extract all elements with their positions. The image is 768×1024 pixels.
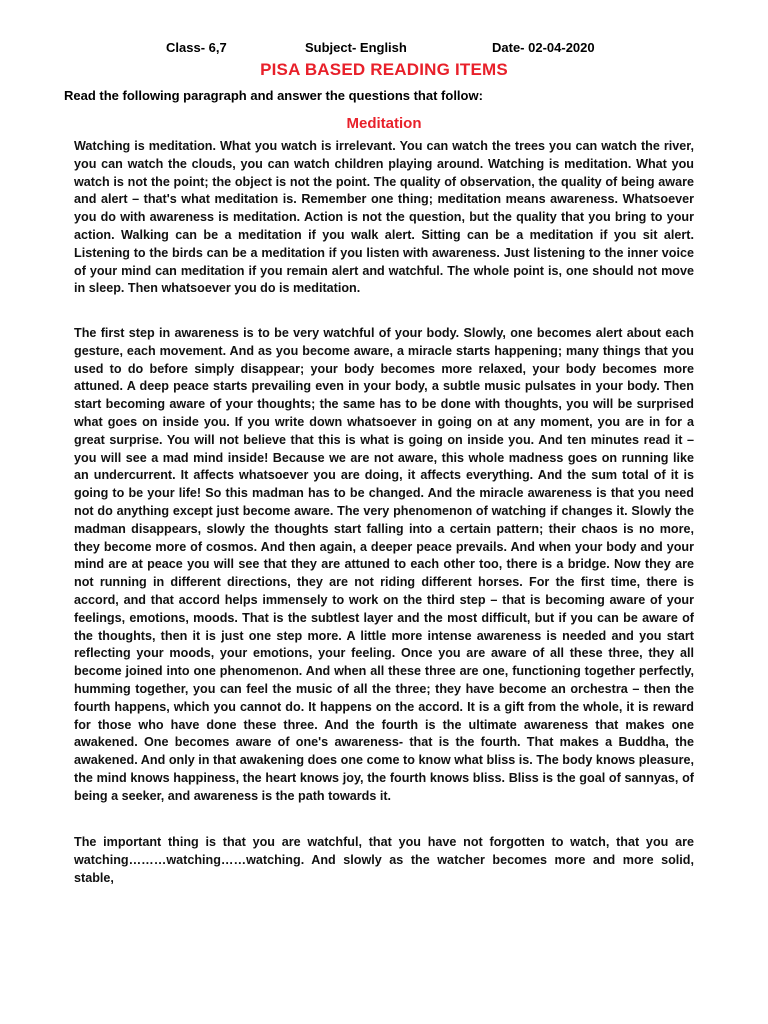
- date-label: Date- 02-04-2020: [492, 40, 595, 55]
- class-label: Class- 6,7: [166, 40, 227, 55]
- paragraph-2: The first step in awareness is to be very watchful of your body. Slowly, one becomes alert about each gesture, each movement. And as you become aware, a miracle starts happening; many things that you used to do before simply disappear; your body becomes more relaxed, your body becomes more attuned. A deep peace starts prevailing even in your body, a subtle music pulsates in your body. Then start becoming aware of your thoughts; the same has to be done with thoughts, you will be surprised what goes on inside you. If you write down whatsoever in going on at any moment, you are in for a great surprise. You will not believe that this is what is going on inside you. And ten minutes read it – you will see a mad mind inside! Because we are not aware, this whole madness goes on running like an undercurrent. It affects whatsoever you are doing, it affects everything. And the sum total of it is going to be your life! So this madman has to be changed. And the miracle awareness is that you need not do anything except just become aware. The very phenomenon of watching if changes it. Slowly the madman disappears, slowly the thoughts start falling into a certain pattern; their chaos is no more, they become more of cosmos. And then again, a deeper peace prevails. And when your body and your mind are at peace you will see that they are attuned to each other too, there is a bridge. Now they are not running in different directions, they are not riding different horses. For the first time, there is accord, and that accord helps immensely to work on the third step – that is becoming aware of your feelings, emotions, moods. That is the subtlest layer and the most difficult, but if you can be aware of the thoughts, then it is just one step more. A little more intense awareness is needed and you start reflecting your moods, your emotions, your feeling. Once you are aware of all these three, they all become joined into one phenomenon. And when all these three are one, functioning together perfectly, humming together, you can feel the music of all the three; they have become an orchestra – then the fourth happens, which you cannot do. It happens on the accord. It is a gift from the whole, it is reward for those who have done these three. And the fourth is the ultimate awareness that makes one awakened. One becomes aware of one's awareness- that is the fourth. That makes a Buddha, the awakened. And only in that awakening does one come to know what bliss is. The body knows pleasure, the mind knows happiness, the heart knows joy, the fourth knows bliss. Bliss is the goal of sannyas, of being a seeker, and awareness is the path towards it.: [74, 326, 694, 803]
- section-title: Meditation: [346, 115, 422, 132]
- header-row: [0, 40, 768, 58]
- paragraph-3: The important thing is that you are watchful, that you have not forgotten to watch, that you are watching………watching……watching. And slowly as the watcher becomes more and more solid, stable,: [74, 835, 694, 885]
- instruction-text: Read the following paragraph and answer the questions that follow:: [64, 88, 483, 103]
- subject-label: Subject- English: [305, 40, 407, 55]
- page-title: PISA BASED READING ITEMS: [260, 60, 508, 79]
- paragraph-1: Watching is meditation. What you watch is irrelevant. You can watch the trees you can watch the river, you can watch the clouds, you can watch children playing around. Watching is meditation. What you watch is not the point; the object is not the point. The quality of observation, the quality of being aware and alert – that's what meditation is. Remember one thing; meditation means awareness. Whatsoever you do with awareness is meditation. Action is not the question, but the quality that you bring to your action. Walking can be a meditation if you walk alert. Sitting can be a meditation if you sit alert. Listening to the birds can be a meditation if you listen with awareness. Just listening to the inner voice of your mind can meditation if you remain alert and watchful. The whole point is, one should not move in sleep. Then whatsoever you do is meditation.: [74, 139, 694, 296]
